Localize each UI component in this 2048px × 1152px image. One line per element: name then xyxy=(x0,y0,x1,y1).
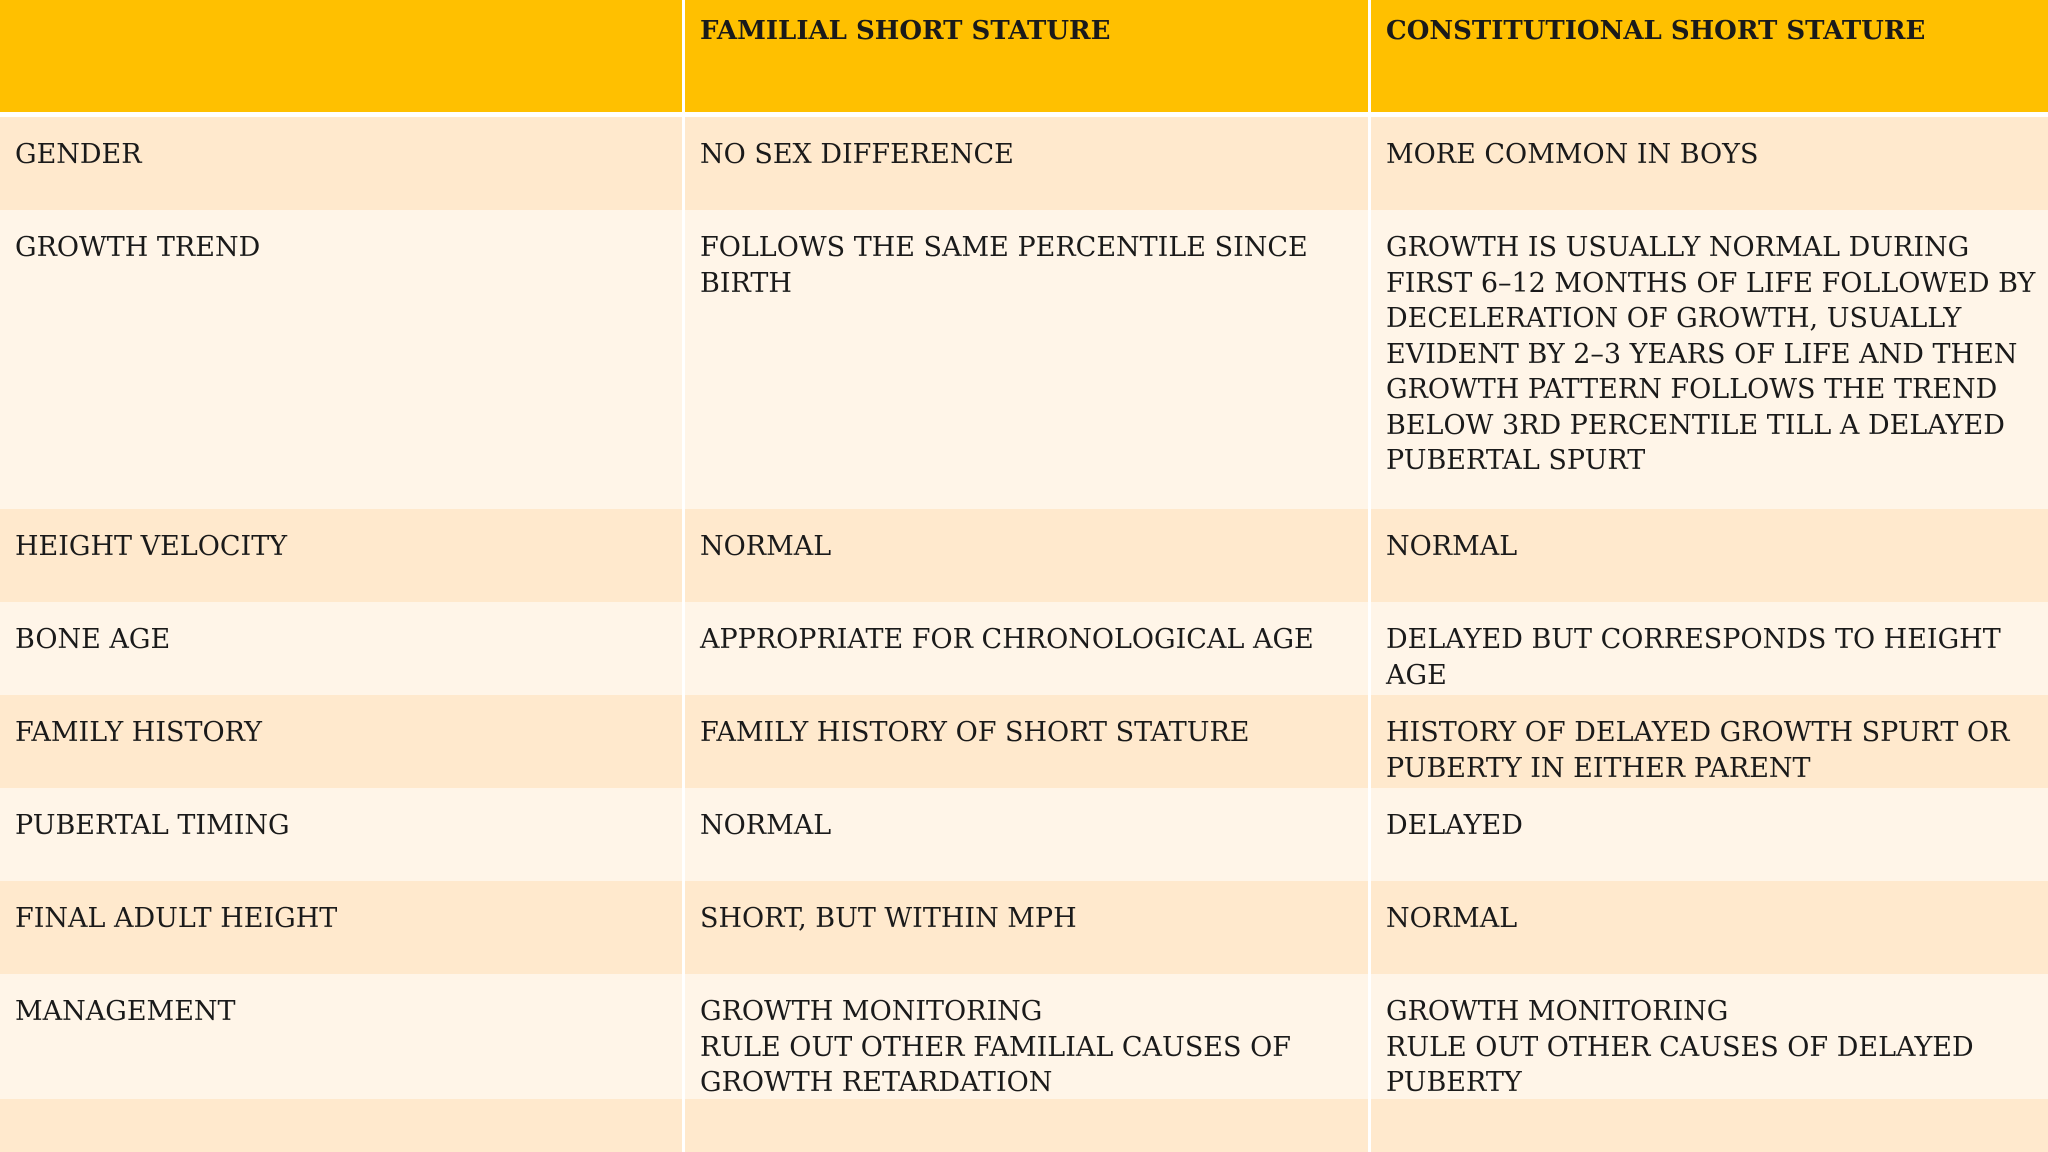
cell-constitutional-pubertal-timing: DELAYED xyxy=(1371,788,2048,881)
row-label-management: MANAGEMENT xyxy=(0,974,682,1099)
cell-familial-final-adult-height: SHORT, BUT WITHIN MPH xyxy=(685,881,1368,974)
row-label-growth-trend: GROWTH TREND xyxy=(0,210,682,509)
cell-constitutional-height-velocity: NORMAL xyxy=(1371,509,2048,602)
cell-familial-height-velocity: NORMAL xyxy=(685,509,1368,602)
header-familial-short-stature: FAMILIAL SHORT STATURE xyxy=(685,0,1368,117)
row-label-empty xyxy=(0,1099,682,1152)
cell-constitutional-family-history: HISTORY OF DELAYED GROWTH SPURT OR PUBERTY IN EITHER PARENT xyxy=(1371,695,2048,788)
row-label-bone-age: BONE AGE xyxy=(0,602,682,695)
cell-familial-management: GROWTH MONITORING RULE OUT OTHER FAMILIAL CAUSES OF GROWTH RETARDATION xyxy=(685,974,1368,1099)
cell-constitutional-final-adult-height: NORMAL xyxy=(1371,881,2048,974)
cell-familial-empty xyxy=(685,1099,1368,1152)
row-label-family-history: FAMILY HISTORY xyxy=(0,695,682,788)
header-constitutional-short-stature: CONSTITUTIONAL SHORT STATURE xyxy=(1371,0,2048,117)
cell-constitutional-management: GROWTH MONITORING RULE OUT OTHER CAUSES OF DELAYED PUBERTY xyxy=(1371,974,2048,1099)
row-label-height-velocity: HEIGHT VELOCITY xyxy=(0,509,682,602)
cell-familial-growth-trend: FOLLOWS THE SAME PERCENTILE SINCE BIRTH xyxy=(685,210,1368,509)
cell-constitutional-growth-trend: GROWTH IS USUALLY NORMAL DURING FIRST 6–12 MONTHS OF LIFE FOLLOWED BY DECELERATION OF GROWTH, USUALLY EVIDENT BY 2–3 YEARS OF LIFE AND THEN GROWTH PATTERN FOLLOWS THE TREND BELOW 3RD PERCENTILE TILL A DELAYED PUBERTAL SPURT xyxy=(1371,210,2048,509)
row-label-final-adult-height: FINAL ADULT HEIGHT xyxy=(0,881,682,974)
cell-constitutional-gender: MORE COMMON IN BOYS xyxy=(1371,117,2048,210)
row-label-pubertal-timing: PUBERTAL TIMING xyxy=(0,788,682,881)
row-label-gender: GENDER xyxy=(0,117,682,210)
cell-constitutional-empty xyxy=(1371,1099,2048,1152)
header-cell-empty xyxy=(0,0,682,117)
cell-constitutional-bone-age: DELAYED BUT CORRESPONDS TO HEIGHT AGE xyxy=(1371,602,2048,695)
cell-familial-gender: NO SEX DIFFERENCE xyxy=(685,117,1368,210)
cell-familial-family-history: FAMILY HISTORY OF SHORT STATURE xyxy=(685,695,1368,788)
cell-familial-bone-age: APPROPRIATE FOR CHRONOLOGICAL AGE xyxy=(685,602,1368,695)
cell-familial-pubertal-timing: NORMAL xyxy=(685,788,1368,881)
